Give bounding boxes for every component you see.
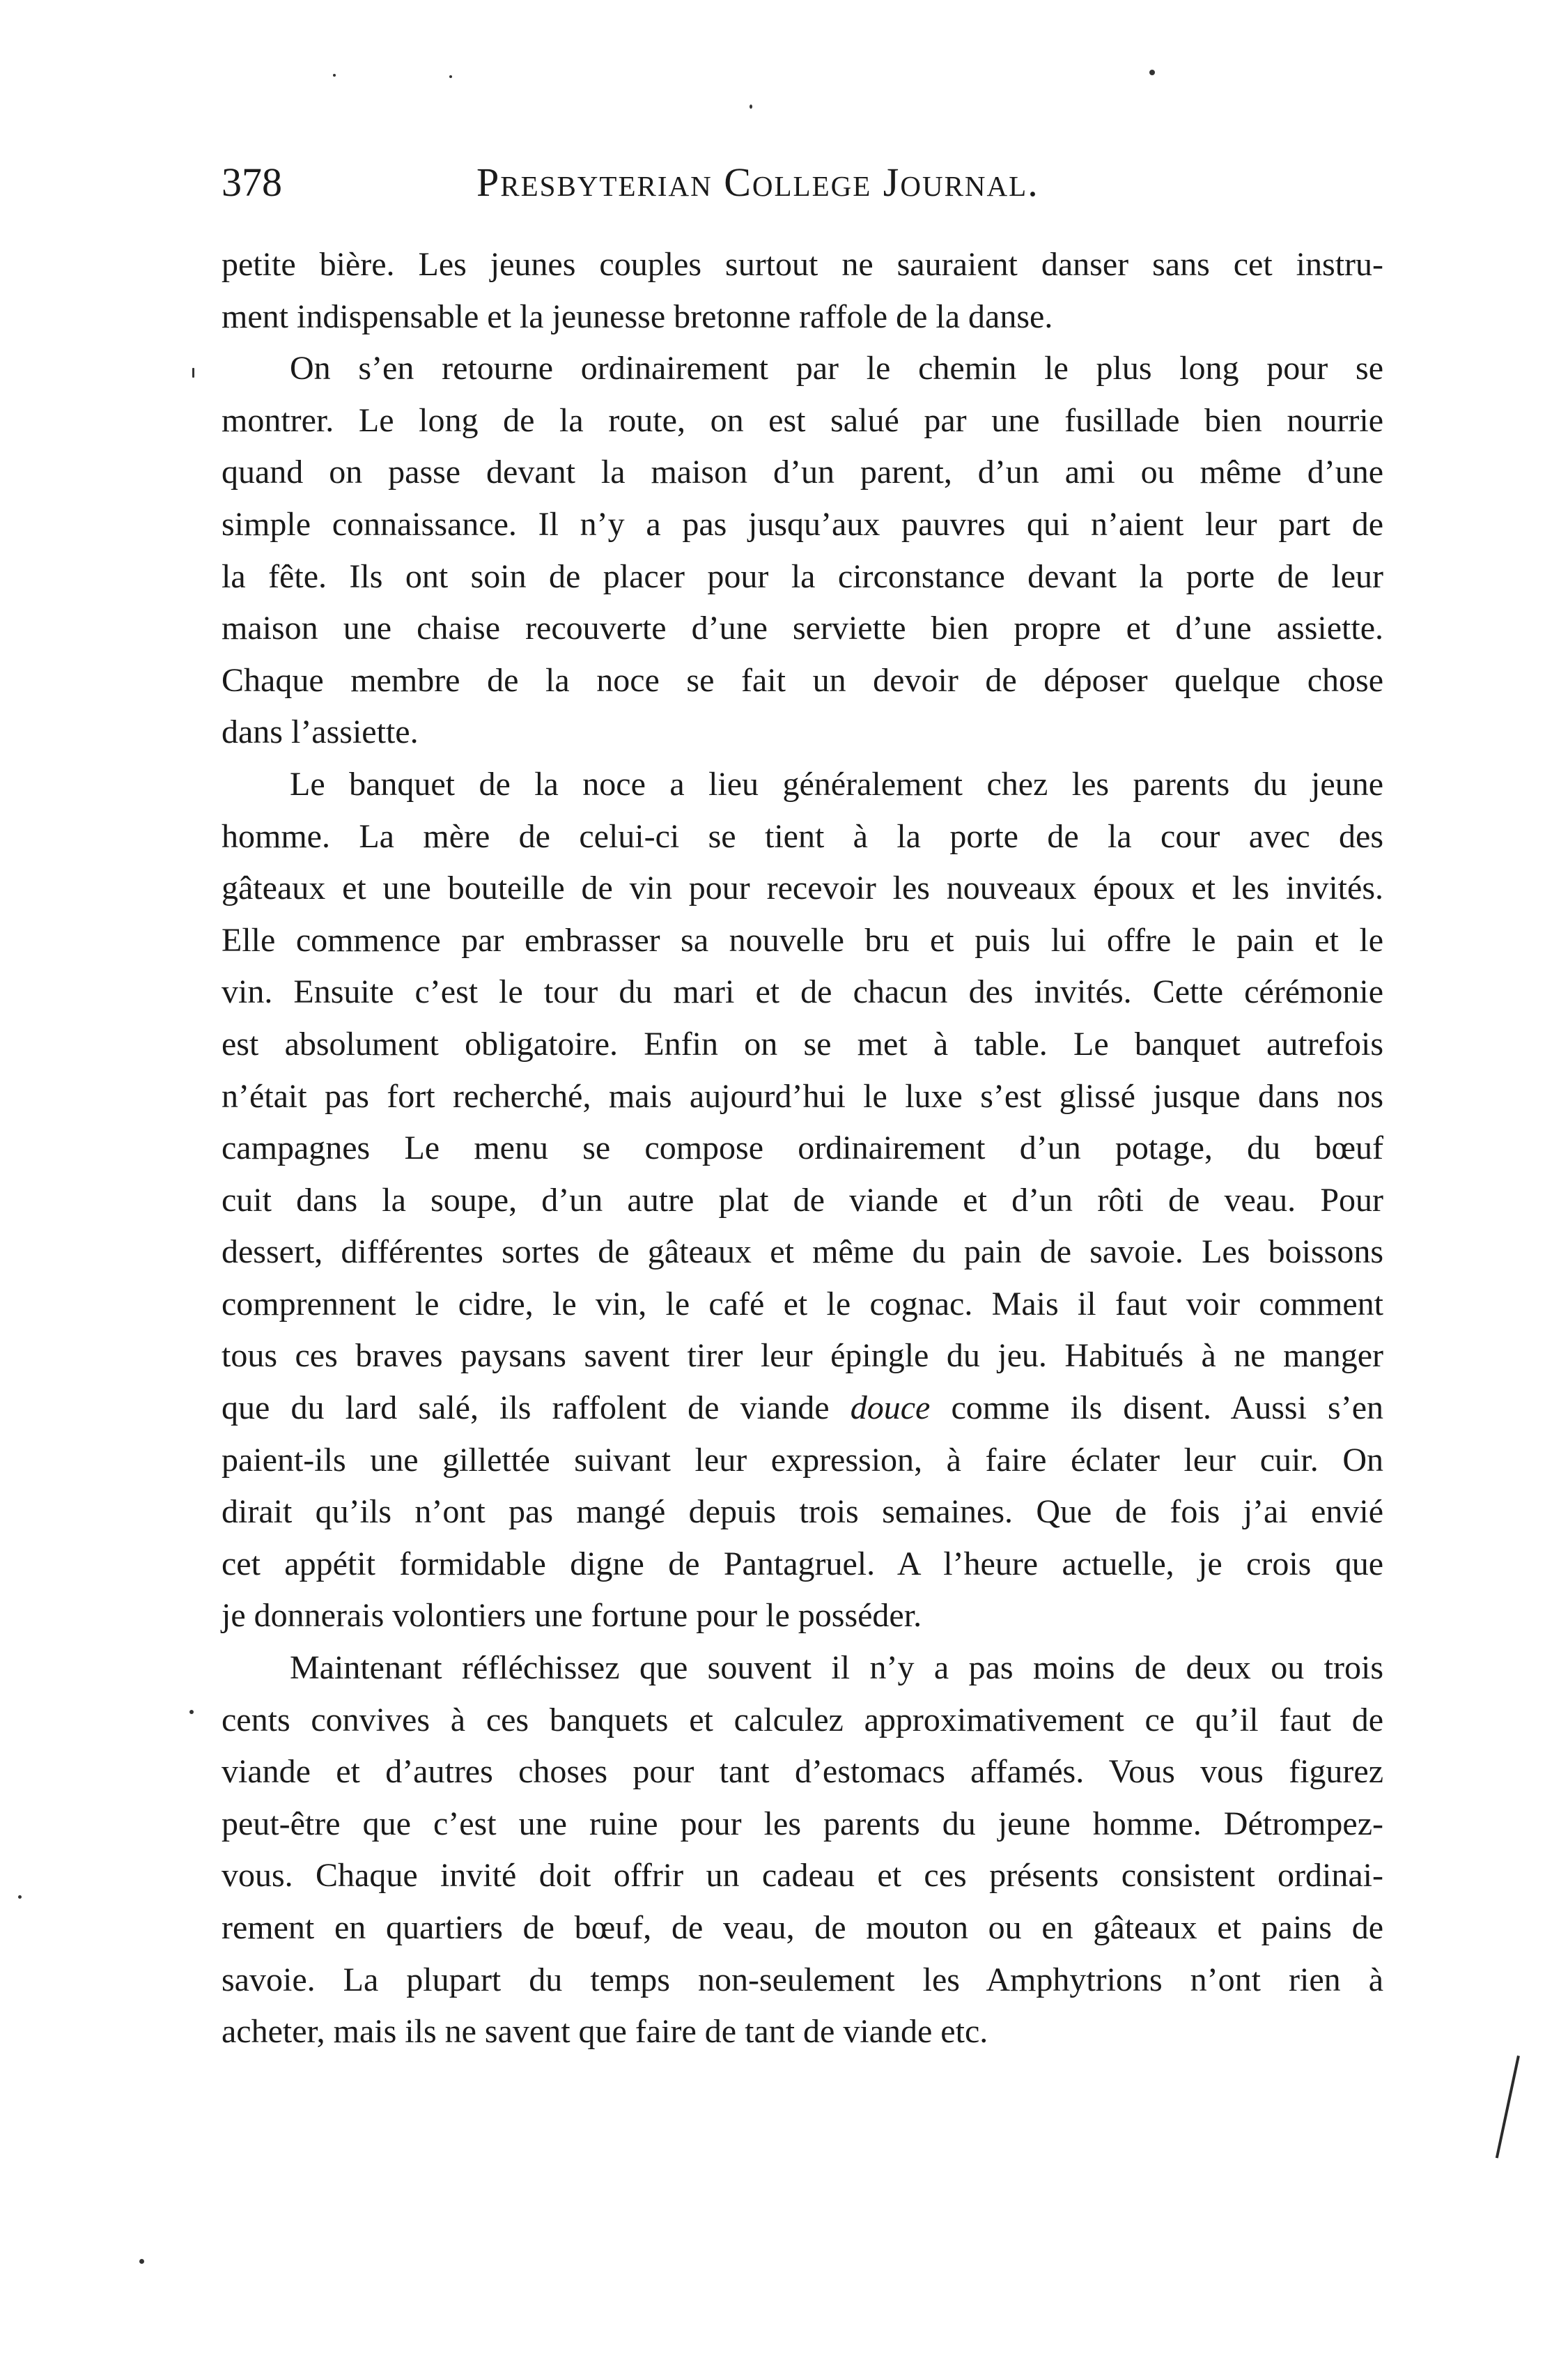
text-line: dirait qu’ils n’ont pas mangé depuis trois semaines. Que de fois j’ai envié xyxy=(222,1493,1383,1531)
text-line: rement en quartiers de bœuf, de veau, de mouton ou en gâteaux et pains de xyxy=(222,1909,1383,1946)
text-line: n’était pas fort recherché, mais aujourd’hui le luxe s’est glissé jusque dans nos xyxy=(222,1077,1383,1115)
text-line: la fête. Ils ont soin de placer pour la circonstance devant la porte de leur xyxy=(222,557,1383,595)
text-line: homme. La mère de celui-ci se tient à la porte de la cour avec des xyxy=(222,817,1383,855)
text-line: viande et d’autres choses pour tant d’estomacs affamés. Vous vous figurez xyxy=(222,1753,1383,1791)
paragraph xyxy=(222,759,1383,1642)
scan-speck xyxy=(139,2259,144,2264)
italic-word: douce xyxy=(850,1389,931,1427)
text-line: cuit dans la soupe, d’un autre plat de viande et d’un rôti de veau. Pour xyxy=(222,1181,1383,1219)
text-line: campagnes Le menu se compose ordinairement d’un potage, du bœuf xyxy=(222,1129,1383,1167)
paragraph xyxy=(222,343,1383,759)
page-header xyxy=(222,155,1127,210)
text-line-with-italic xyxy=(222,1382,1383,1435)
text-line: je donnerais volontiers une fortune pour le posséder. xyxy=(222,1597,922,1635)
text-line: vous. Chaque invité doit offrir un cadeau et ces présents consistent ordinai- xyxy=(222,1857,1383,1895)
body-text xyxy=(222,239,1383,2058)
text-line: Elle commence par embrasser sa nouvelle bru et puis lui offre le pain et le xyxy=(222,921,1383,959)
text-fragment: comme ils disent. Aussi s’en xyxy=(951,1389,1384,1427)
text-line: maison une chaise recouverte d’une serviette bien propre et d’une assiette. xyxy=(222,610,1383,647)
text-line: Le banquet de la noce a lieu généralement chez les parents du jeune xyxy=(290,765,1383,803)
scan-speck xyxy=(449,75,452,78)
margin-pencil-mark xyxy=(1496,2055,1530,2160)
text-line: cents convives à ces banquets et calculez approximativement ce qu’il faut de xyxy=(222,1701,1383,1738)
paragraph xyxy=(222,1642,1383,2058)
scan-speck xyxy=(18,1895,22,1899)
paragraph xyxy=(222,239,1383,343)
text-line: petite bière. Les jeunes couples surtout ne sauraient danser sans cet instru- xyxy=(222,246,1383,283)
scan-speck xyxy=(1149,70,1155,75)
text-line: gâteaux et une bouteille de vin pour recevoir les nouveaux époux et les invités. xyxy=(222,870,1383,907)
scan-speck xyxy=(189,1710,194,1714)
text-line: savoie. La plupart du temps non-seulement les Amphytrions n’ont rien à xyxy=(222,1961,1383,1998)
text-line: simple connaissance. Il n’y a pas jusqu’aux pauvres qui n’aient leur part de xyxy=(222,505,1383,543)
text-line: Chaque membre de la noce se fait un devoir de déposer quelque chose xyxy=(222,661,1383,699)
text-line: vin. Ensuite c’est le tour du mari et de chacun des invités. Cette cérémonie xyxy=(222,973,1383,1011)
scan-speck xyxy=(333,74,336,77)
text-line: ment indispensable et la jeunesse bretonne raffole de la danse. xyxy=(222,298,1053,335)
text-line: quand on passe devant la maison d’un parent, d’un ami ou même d’une xyxy=(222,454,1383,491)
text-line: paient-ils une gillettée suivant leur expression, à faire éclater leur cuir. On xyxy=(222,1441,1383,1479)
page-number: 378 xyxy=(222,160,282,205)
text-fragment: que du lard salé, ils raffolent de viande xyxy=(222,1389,830,1427)
text-line: acheter, mais ils ne savent que faire de tant de viande etc. xyxy=(222,2013,988,2051)
text-line: tous ces braves paysans savent tirer leur épingle du jeu. Habitués à ne manger xyxy=(222,1337,1383,1375)
text-line: dessert, différentes sortes de gâteaux et même du pain de savoie. Les boissons xyxy=(222,1233,1383,1271)
scan-speck xyxy=(192,368,194,378)
text-line: Maintenant réfléchissez que souvent il n’y a pas moins de deux ou trois xyxy=(290,1649,1383,1687)
text-line: cet appétit formidable digne de Pantagruel. A l’heure actuelle, je crois que xyxy=(222,1545,1383,1582)
text-line: montrer. Le long de la route, on est salué par une fusillade bien nourrie xyxy=(222,401,1383,439)
text-line: dans l’assiette. xyxy=(222,713,419,751)
scan-speck xyxy=(750,105,752,109)
text-line: On s’en retourne ordinairement par le chemin le plus long pour se xyxy=(290,350,1383,387)
text-line: est absolument obligatoire. Enfin on se met à table. Le banquet autrefois xyxy=(222,1025,1383,1063)
text-line: peut-être que c’est une ruine pour les parents du jeune homme. Détrompez- xyxy=(222,1805,1383,1842)
text-line: comprennent le cidre, le vin, le café et le cognac. Mais il faut voir comment xyxy=(222,1285,1383,1322)
running-title: Presbyterian College Journal. xyxy=(476,160,1039,205)
